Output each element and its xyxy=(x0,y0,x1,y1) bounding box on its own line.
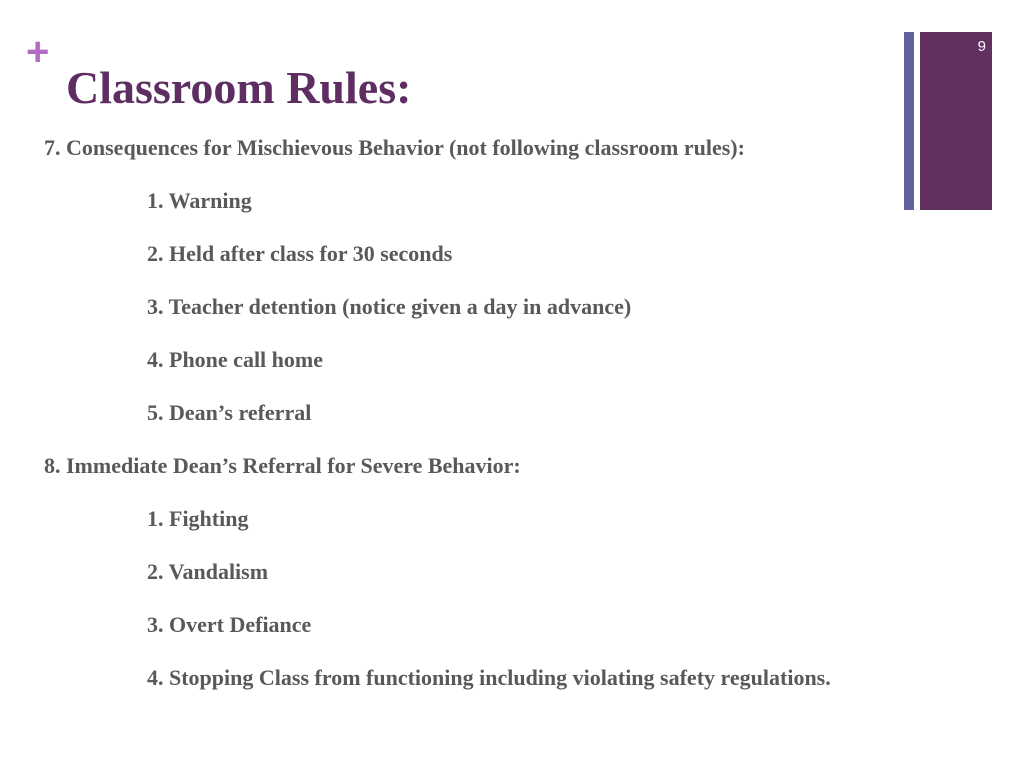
slide-number: 9 xyxy=(977,38,986,55)
content-line: 7. Consequences for Mischievous Behavior (not following classroom rules): xyxy=(44,135,745,160)
content-line: 1. Fighting xyxy=(147,506,249,531)
content-line: 3. Teacher detention (notice given a day in advance) xyxy=(147,294,632,319)
slide-title: Classroom Rules: xyxy=(66,62,412,113)
content-line: 8. Immediate Dean’s Referral for Severe Behavior: xyxy=(44,453,521,478)
content-line: 1. Warning xyxy=(147,188,252,213)
content-line: 4. Stopping Class from functioning including violating safety regulations. xyxy=(147,665,831,690)
content-line: 3. Overt Defiance xyxy=(147,612,312,637)
content-line: 2. Vandalism xyxy=(147,559,269,584)
content-line: 5. Dean’s referral xyxy=(147,400,312,425)
content-line: 4. Phone call home xyxy=(147,347,323,372)
content-line: 2. Held after class for 30 seconds xyxy=(147,241,453,266)
plus-icon: + xyxy=(26,30,50,74)
